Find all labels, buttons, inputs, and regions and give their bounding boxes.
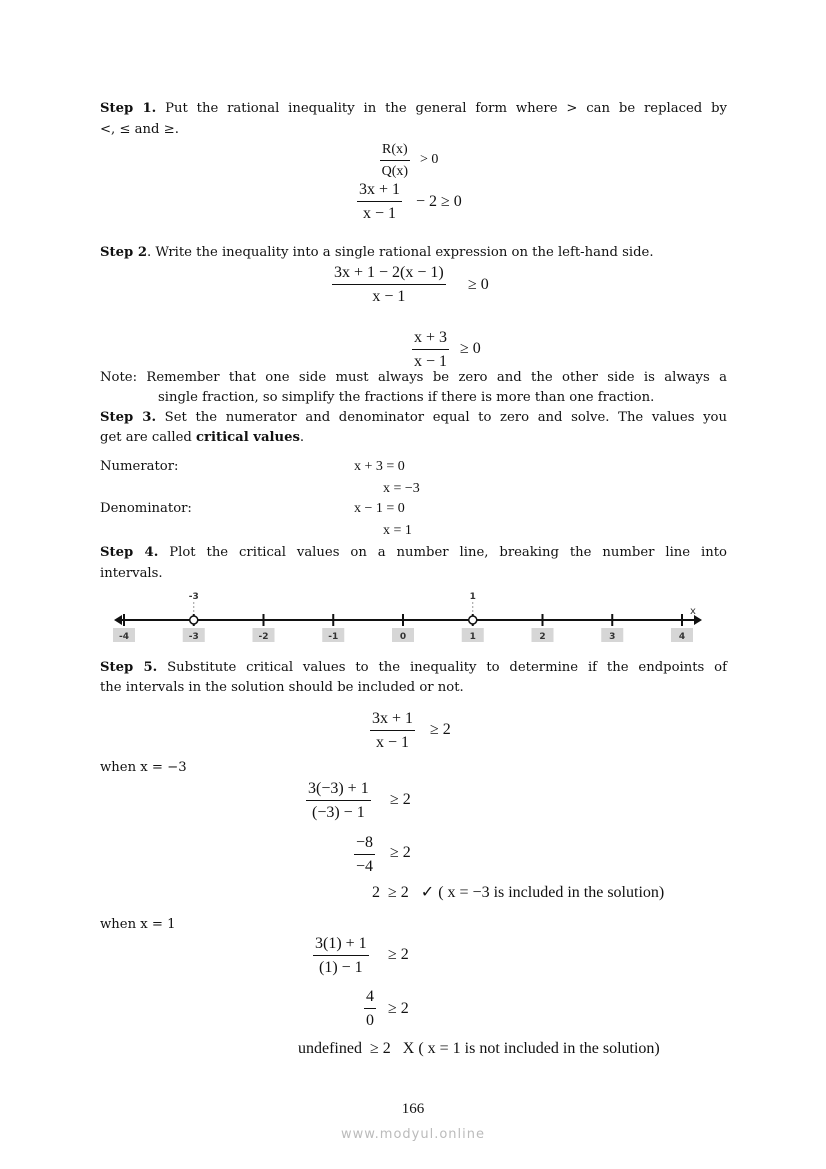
equation: x = 1 xyxy=(383,523,412,538)
text: . xyxy=(299,430,305,445)
number-line xyxy=(100,588,710,648)
denominator: x − 1 xyxy=(376,734,410,751)
open-circle xyxy=(190,616,198,624)
numerator: 3x + 1 − 2(x − 1) xyxy=(332,262,446,285)
numerator: x + 3 xyxy=(412,327,449,350)
case1-label: when x = −3 xyxy=(100,760,187,775)
watermark: www.modyul.online xyxy=(340,1127,486,1142)
fraction xyxy=(306,778,371,823)
note-line2: single fraction, so simplify the fractions if there is more than one fraction. xyxy=(158,390,655,405)
numerator: −8 xyxy=(354,832,375,855)
denominator: −4 xyxy=(356,858,374,875)
inequality-rhs: ≥ 2 xyxy=(390,844,411,861)
denominator: (1) − 1 xyxy=(319,959,363,976)
tick-label: 0 xyxy=(399,632,407,642)
critical-value-label: 1 xyxy=(469,592,476,602)
numerator: 3x + 1 xyxy=(370,708,415,731)
critical-value-label: -3 xyxy=(188,592,199,602)
inequality-rhs: ≥ 2 xyxy=(388,946,409,963)
equation: x − 1 = 0 xyxy=(354,501,405,516)
step4-line2: intervals. xyxy=(100,566,163,581)
fraction xyxy=(412,327,449,372)
fraction xyxy=(332,262,446,307)
fraction xyxy=(364,986,376,1031)
inequality-rhs: ≥ 0 xyxy=(460,340,481,357)
numerator: R(x) xyxy=(380,140,410,161)
step5-label: Step 5. xyxy=(100,660,158,675)
inequality-rhs: ≥ 2 xyxy=(390,791,411,808)
step5-line1 xyxy=(100,659,727,677)
fraction xyxy=(370,708,415,753)
denominator: x − 1 xyxy=(372,288,406,305)
tick-label: -4 xyxy=(119,632,129,642)
inequality-rhs: ≥ 0 xyxy=(468,276,489,293)
denominator: 0 xyxy=(366,1012,374,1029)
tick-label: -3 xyxy=(188,632,199,642)
inequality-rhs: − 2 ≥ 0 xyxy=(416,193,462,210)
denominator-label: Denominator: xyxy=(100,501,192,516)
fraction xyxy=(313,933,369,978)
denominator: Q(x) xyxy=(381,164,409,179)
tick-label: 4 xyxy=(678,632,686,642)
denominator: (−3) − 1 xyxy=(312,804,365,821)
step2-text: . Write the inequality into a single rational expression on the left-hand side. xyxy=(147,245,654,260)
numerator: 3(1) + 1 xyxy=(313,933,369,956)
numerator: 4 xyxy=(364,986,376,1009)
equation: x = −3 xyxy=(383,481,420,496)
left-arrow-icon xyxy=(114,615,122,625)
denominator: x − 1 xyxy=(414,353,448,370)
note-line1: Note: Remember that one side must always be zero and the other side is always a xyxy=(100,370,727,385)
step3-line2 xyxy=(100,429,304,447)
step5-text: Substitute critical values to the inequality to determine if the endpoints of xyxy=(157,660,727,675)
tick-label: 2 xyxy=(539,632,546,642)
step1-line2: <, ≤ and ≥. xyxy=(100,122,179,137)
open-circle xyxy=(469,616,477,624)
tick-label: 1 xyxy=(469,632,476,642)
case1-result: 2 ≥ 2 ✓ ( x = −3 is included in the solution) xyxy=(372,884,665,901)
axis-label: x xyxy=(690,606,696,617)
tick-label: 3 xyxy=(609,632,616,642)
page-number: 166 xyxy=(401,1101,425,1117)
inequality-rhs: > 0 xyxy=(420,152,439,167)
step2-line1 xyxy=(100,244,654,262)
step4-line1 xyxy=(100,544,727,562)
numerator: 3x + 1 xyxy=(357,179,402,202)
step2-label: Step 2 xyxy=(100,245,147,260)
numerator-label: Numerator: xyxy=(100,459,179,474)
tick-label: -2 xyxy=(258,632,269,642)
step4-label: Step 4. xyxy=(100,545,159,560)
critical-values-term: critical values xyxy=(196,430,300,445)
fraction-r-over-q xyxy=(380,140,410,181)
tick-label: -1 xyxy=(328,632,339,642)
step4-text: Plot the critical values on a number line, breaking the number line into xyxy=(158,545,727,560)
step1-text: Put the rational inequality in the general form where > can be replaced by xyxy=(156,101,727,116)
step5-line2: the intervals in the solution should be included or not. xyxy=(100,680,464,695)
text: get are called xyxy=(100,430,197,445)
inequality-rhs: ≥ 2 xyxy=(430,721,451,738)
step3-label: Step 3. xyxy=(100,410,157,425)
inequality-rhs: ≥ 2 xyxy=(388,1000,409,1017)
denominator: x − 1 xyxy=(363,205,397,222)
step1-line1 xyxy=(100,100,727,118)
fraction xyxy=(354,832,375,877)
equation: x + 3 = 0 xyxy=(354,459,405,474)
case2-label: when x = 1 xyxy=(100,917,176,932)
fraction xyxy=(357,179,402,224)
numerator: 3(−3) + 1 xyxy=(306,778,371,801)
step3-text: Set the numerator and denominator equal to zero and solve. The values you xyxy=(156,410,727,425)
case2-result: undefined ≥ 2 X ( x = 1 is not included in the solution) xyxy=(298,1040,660,1057)
step3-line1 xyxy=(100,409,727,427)
step1-label: Step 1. xyxy=(100,101,157,116)
